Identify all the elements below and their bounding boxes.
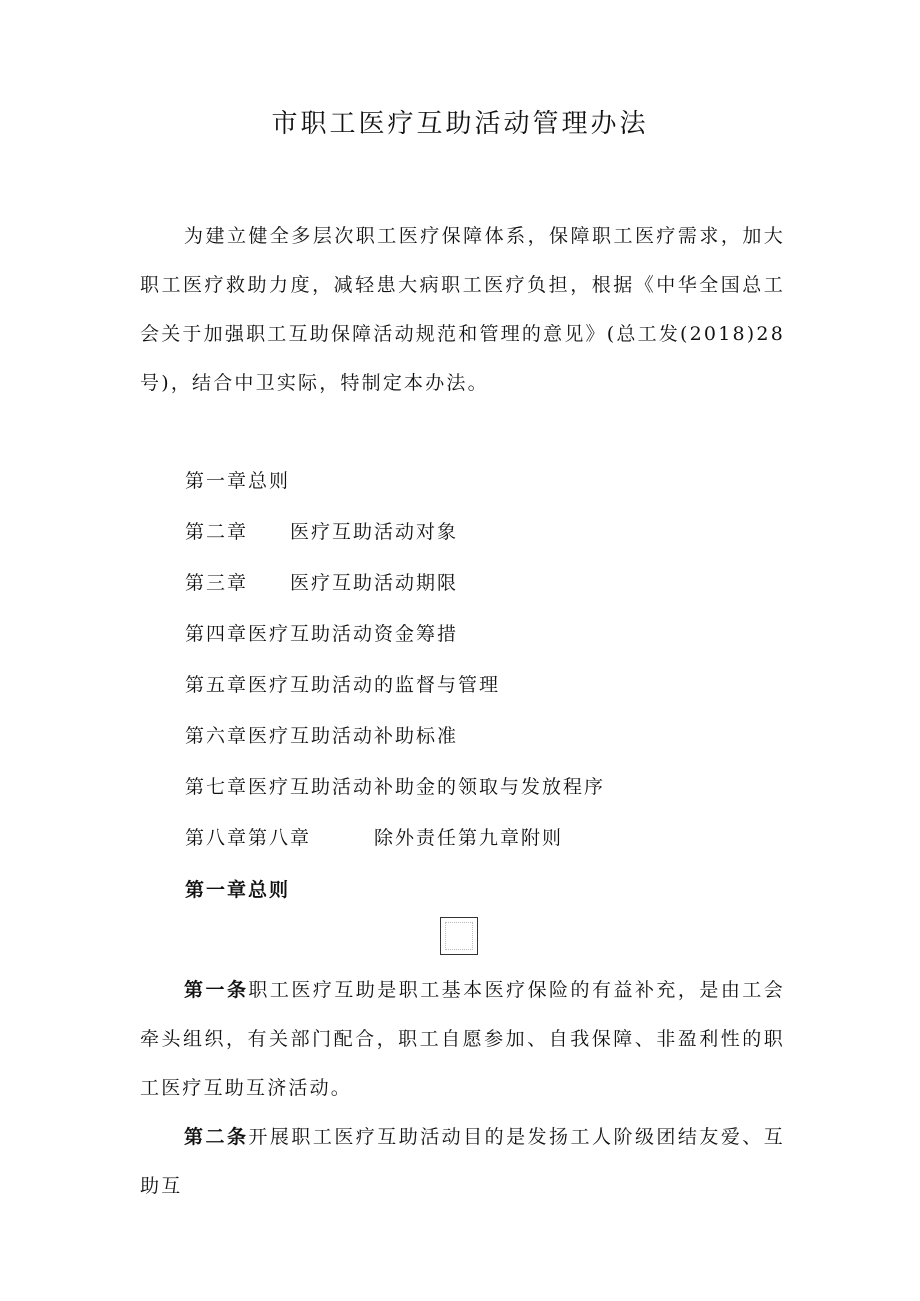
image-placeholder (440, 917, 478, 955)
table-of-contents (185, 462, 605, 870)
toc-item: 第二章 医疗互助活动对象 (185, 521, 459, 543)
article-number: 第二条 (184, 1126, 249, 1148)
article-text: 开展职工医疗互助活动目的是发扬工人阶级团结友爱、互助互 (140, 1126, 785, 1197)
article-paragraph (140, 966, 785, 1113)
chapter-heading: 第一章总则 (185, 879, 291, 901)
toc-item: 第四章医疗互助活动资金筹措 (185, 623, 459, 645)
document-title: 市职工医疗互助活动管理办法 (271, 109, 649, 139)
toc-item: 第六章医疗互助活动补助标准 (185, 725, 459, 747)
article-paragraph (140, 1113, 785, 1211)
intro-paragraph: 为建立健全多层次职工医疗保障体系，保障职工医疗需求，加大职工医疗救助力度，减轻患大病职工医疗负担，根据《中华全国总工会关于加强职工互助保障活动规范和管理的意见》(总工发(2018)28号)，结合中卫实际，特制定本办法。 (140, 225, 785, 394)
toc-item: 第五章医疗互助活动的监督与管理 (185, 674, 501, 696)
toc-item: 第七章医疗互助活动补助金的领取与发放程序 (185, 776, 606, 798)
toc-item: 第八章第八章 除外责任第九章附则 (185, 827, 564, 849)
toc-item: 第三章 医疗互助活动期限 (185, 572, 459, 594)
toc-item: 第一章总则 (185, 470, 291, 492)
article-number: 第一条 (184, 979, 249, 1001)
article-text: 职工医疗互助是职工基本医疗保险的有益补充，是由工会牵头组织，有关部门配合，职工自愿参加、自我保障、非盈利性的职工医疗互助互济活动。 (140, 979, 785, 1099)
image-placeholder-inner (445, 922, 473, 950)
